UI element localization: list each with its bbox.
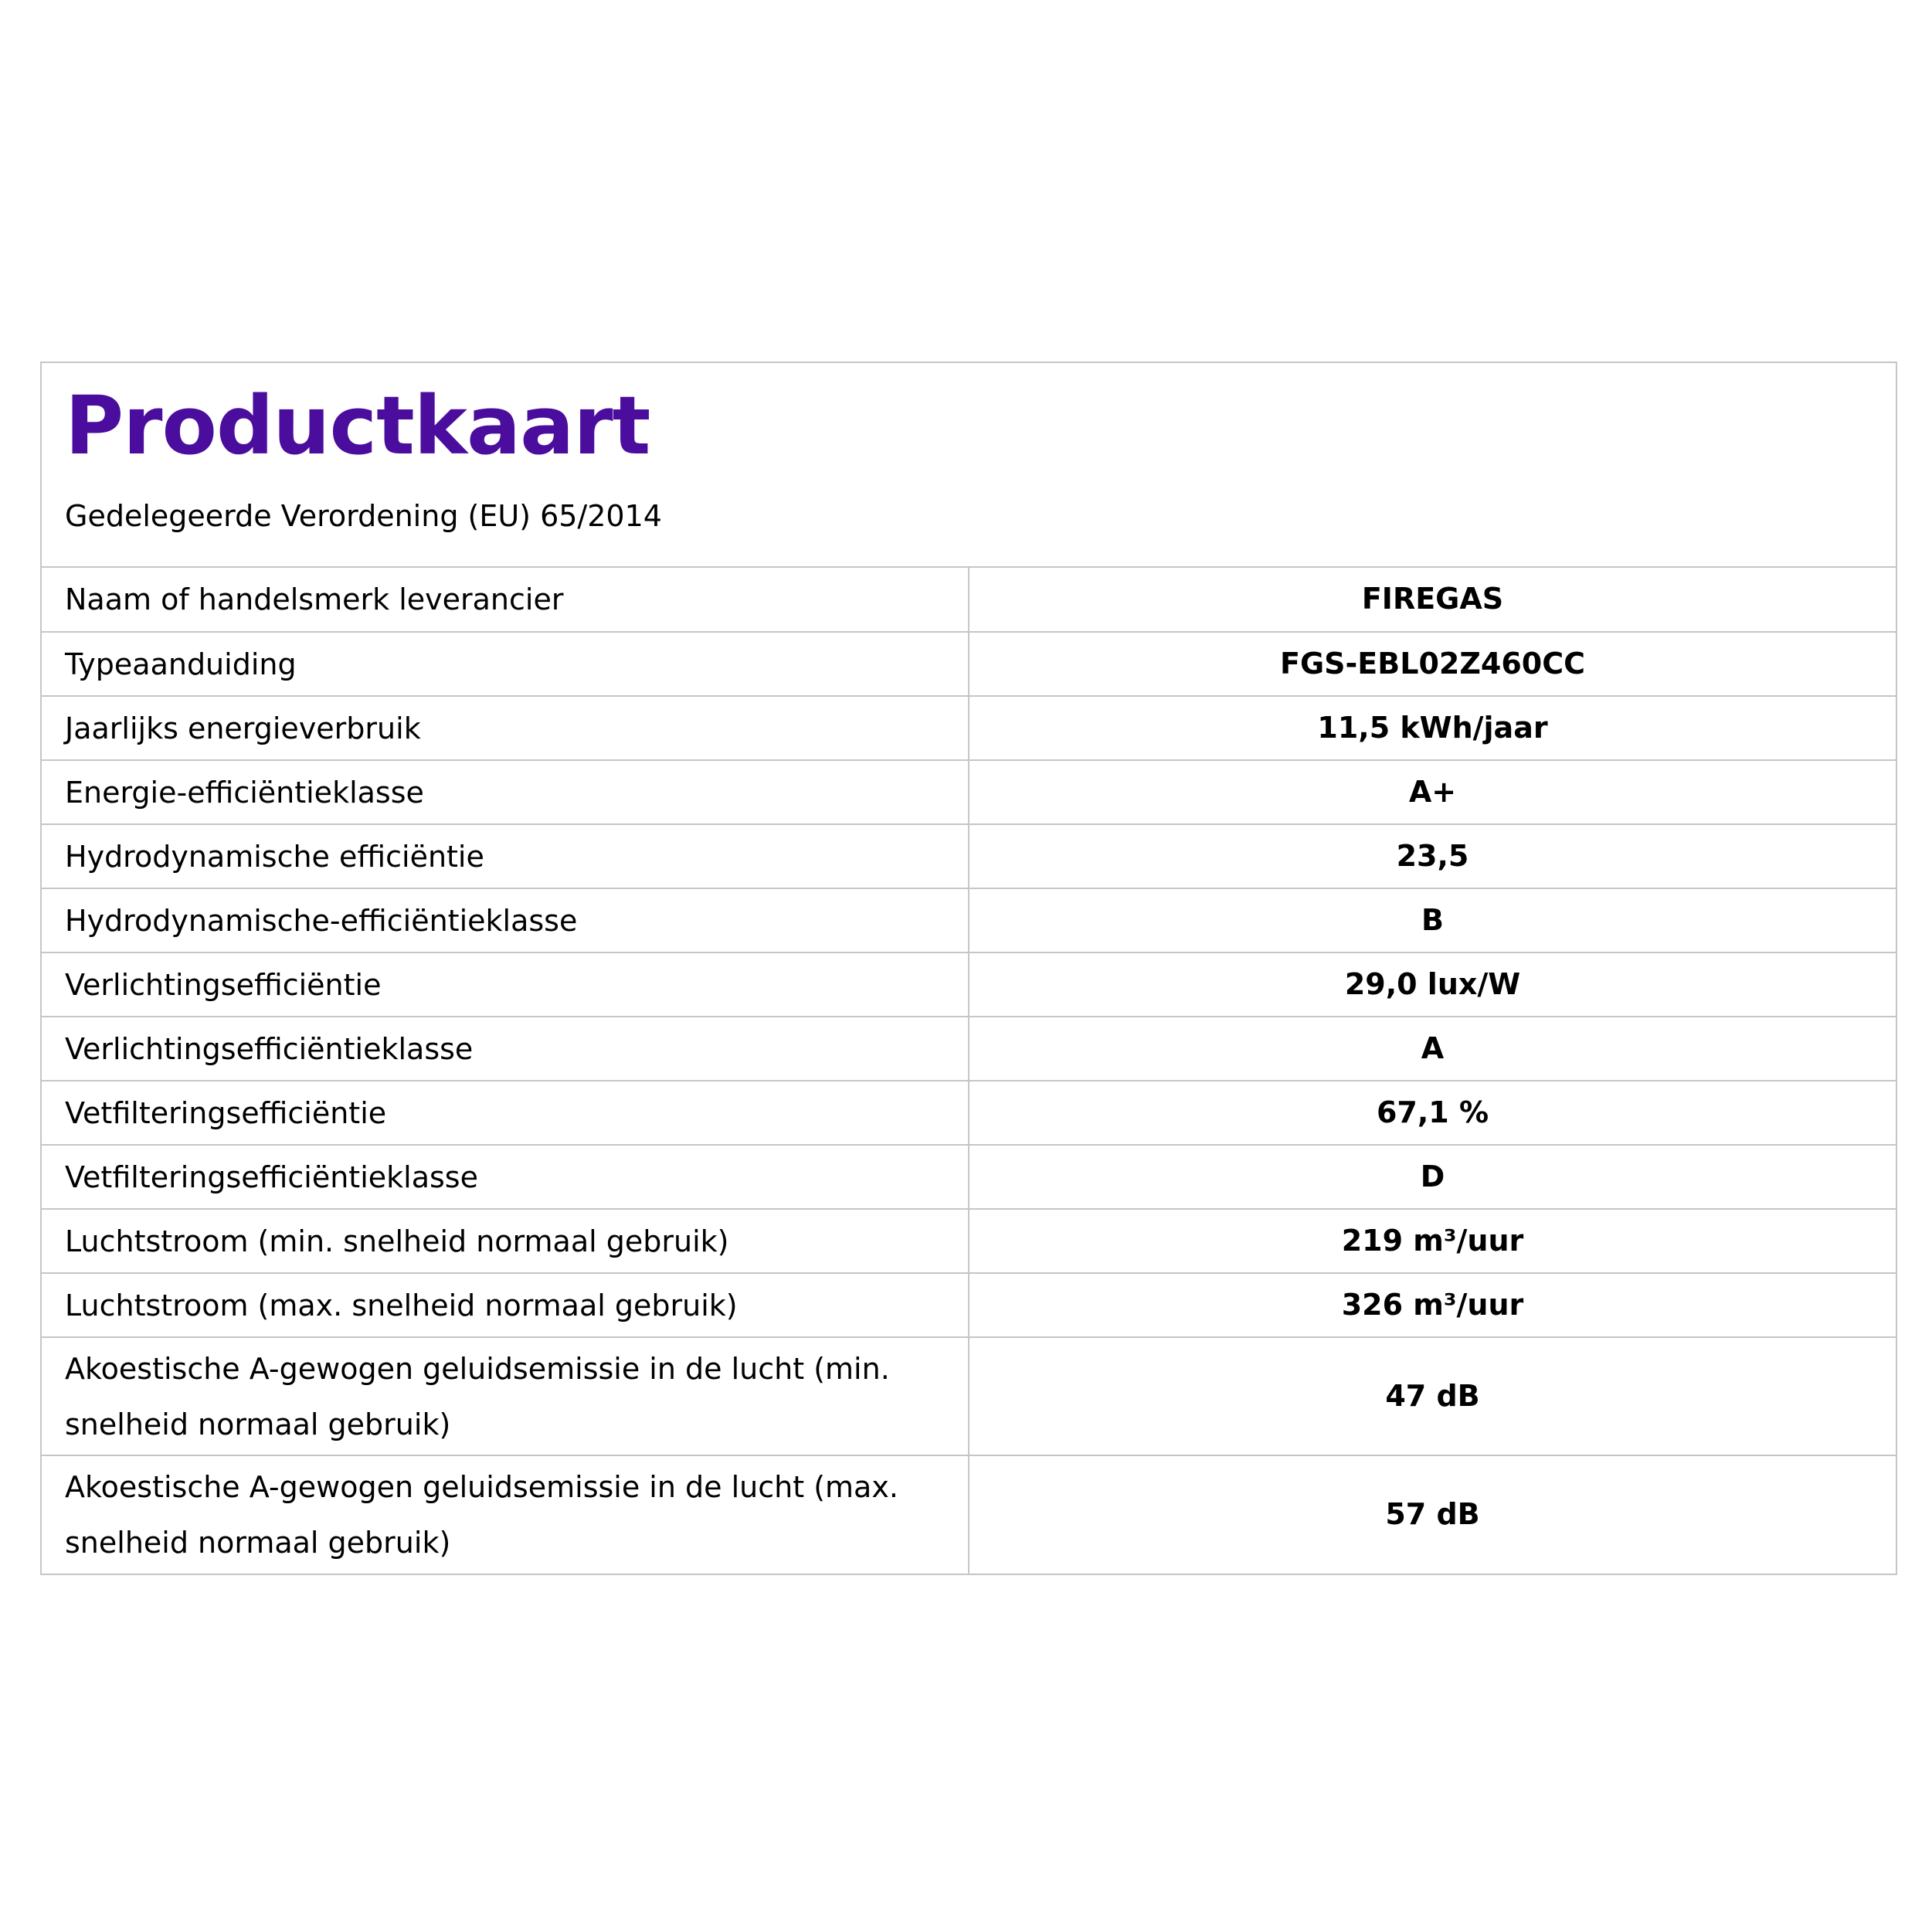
table-row [42, 1017, 1896, 1081]
row-label-noise-min: Akoestische A-gewogen geluidsemissie in de lucht (min. snelheid normaal gebruik) [42, 1337, 969, 1455]
row-label-airflow-min: Luchtstroom (min. snelheid normaal gebruik) [42, 1209, 969, 1273]
row-label-airflow-max: Luchtstroom (max. snelheid normaal gebruik) [42, 1273, 969, 1337]
row-value-supplier: FIREGAS [969, 568, 1896, 632]
table-row [42, 568, 1896, 632]
regulation-subtitle: Gedelegeerde Verordening (EU) 65/2014 [65, 499, 662, 533]
table-row [42, 888, 1896, 952]
row-label-grease-efficiency: Vetfilteringsefficiëntie [42, 1081, 969, 1145]
table-row [42, 1145, 1896, 1209]
product-card [40, 362, 1897, 1575]
row-value-lighting-class: A [969, 1017, 1896, 1081]
table-row [42, 1209, 1896, 1273]
row-value-grease-class: D [969, 1145, 1896, 1209]
card-header [42, 363, 1896, 568]
row-value-energy-class: A+ [969, 760, 1896, 824]
table-row [42, 760, 1896, 824]
row-label-model: Typeaanduiding [42, 632, 969, 696]
table-row [42, 1337, 1896, 1455]
row-value-grease-efficiency: 67,1 % [969, 1081, 1896, 1145]
table-row [42, 632, 1896, 696]
spec-table [42, 568, 1896, 1574]
row-value-annual-energy: 11,5 kWh/jaar [969, 696, 1896, 760]
row-label-annual-energy: Jaarlijks energieverbruik [42, 696, 969, 760]
row-value-noise-min: 47 dB [969, 1337, 1896, 1455]
table-row [42, 1273, 1896, 1337]
table-row [42, 1081, 1896, 1145]
table-row [42, 696, 1896, 760]
row-value-noise-max: 57 dB [969, 1455, 1896, 1574]
row-value-lighting-efficiency: 29,0 lux/W [969, 952, 1896, 1017]
row-label-hydro-class: Hydrodynamische-efficiëntieklasse [42, 888, 969, 952]
row-value-airflow-min: 219 m³/uur [969, 1209, 1896, 1273]
table-row [42, 952, 1896, 1017]
row-label-supplier: Naam of handelsmerk leverancier [65, 582, 564, 616]
row-value-hydro-class: B [969, 888, 1896, 952]
row-value-hydro-efficiency: 23,5 [969, 824, 1896, 888]
row-label-grease-class: Vetfilteringsefficiëntieklasse [42, 1145, 969, 1209]
table-row [42, 1455, 1896, 1574]
table-row [42, 824, 1896, 888]
row-label-energy-class: Energie-efficiëntieklasse [42, 760, 969, 824]
row-label-lighting-efficiency: Verlichtingsefficiëntie [42, 952, 969, 1017]
row-value-airflow-max: 326 m³/uur [969, 1273, 1896, 1337]
page-title: Productkaart [65, 379, 650, 473]
row-label-noise-max: Akoestische A-gewogen geluidsemissie in de lucht (max. snelheid normaal gebruik) [42, 1455, 969, 1574]
row-label-lighting-class: Verlichtingsefficiëntieklasse [42, 1017, 969, 1081]
row-value-model: FGS-EBL02Z460CC [969, 632, 1896, 696]
row-label-hydro-efficiency: Hydrodynamische efficiëntie [42, 824, 969, 888]
